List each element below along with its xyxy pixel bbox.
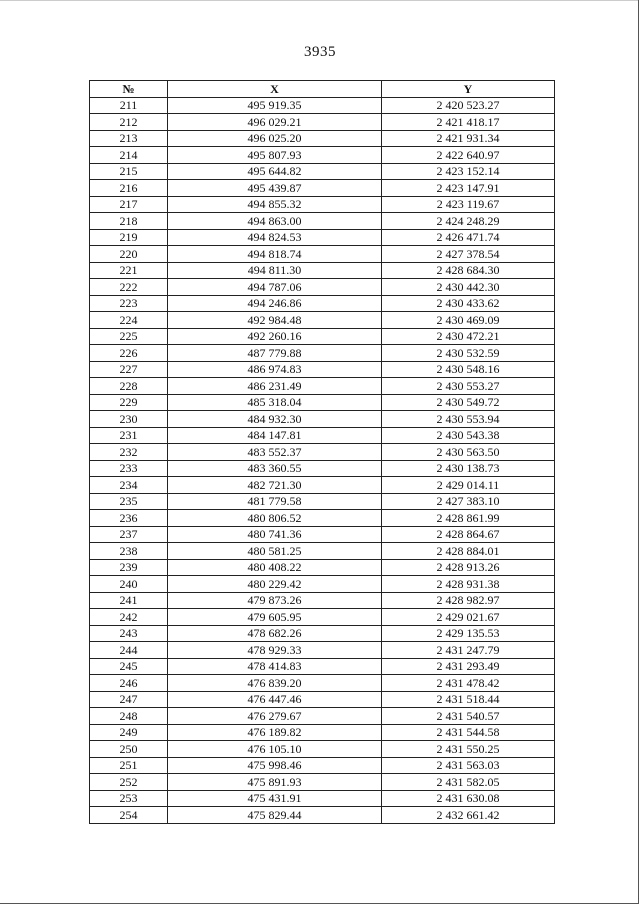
coordinates-table [89, 80, 555, 824]
table-row [90, 642, 555, 659]
table-row [90, 510, 555, 527]
cell-number: 246 [90, 675, 168, 692]
cell-y: 2 422 640.97 [382, 147, 555, 164]
table-row [90, 576, 555, 593]
cell-y: 2 430 532.59 [382, 345, 555, 362]
cell-x: 482 721.30 [168, 477, 382, 494]
cell-x: 481 779.58 [168, 493, 382, 510]
cell-x: 484 147.81 [168, 427, 382, 444]
cell-y: 2 431 247.79 [382, 642, 555, 659]
table-row [90, 147, 555, 164]
cell-number: 215 [90, 163, 168, 180]
cell-number: 217 [90, 196, 168, 213]
table-row [90, 460, 555, 477]
table-row [90, 741, 555, 758]
cell-number: 229 [90, 394, 168, 411]
cell-x: 479 605.95 [168, 609, 382, 626]
cell-y: 2 431 544.58 [382, 724, 555, 741]
cell-x: 483 552.37 [168, 444, 382, 461]
cell-x: 494 246.86 [168, 295, 382, 312]
cell-number: 244 [90, 642, 168, 659]
cell-y: 2 429 021.67 [382, 609, 555, 626]
cell-number: 239 [90, 559, 168, 576]
cell-number: 252 [90, 774, 168, 791]
cell-y: 2 427 383.10 [382, 493, 555, 510]
cell-number: 240 [90, 576, 168, 593]
cell-x: 496 025.20 [168, 130, 382, 147]
table-row [90, 246, 555, 263]
cell-number: 220 [90, 246, 168, 263]
cell-x: 475 829.44 [168, 807, 382, 824]
table-row [90, 477, 555, 494]
table-row [90, 757, 555, 774]
cell-x: 494 811.30 [168, 262, 382, 279]
cell-x: 494 855.32 [168, 196, 382, 213]
cell-y: 2 428 913.26 [382, 559, 555, 576]
table-row [90, 592, 555, 609]
table-row [90, 724, 555, 741]
table-row [90, 229, 555, 246]
cell-y: 2 420 523.27 [382, 97, 555, 114]
cell-x: 494 863.00 [168, 213, 382, 230]
table-row [90, 345, 555, 362]
cell-x: 494 824.53 [168, 229, 382, 246]
cell-number: 235 [90, 493, 168, 510]
table-row [90, 180, 555, 197]
cell-x: 480 408.22 [168, 559, 382, 576]
column-header-number: № [90, 81, 168, 98]
cell-x: 478 682.26 [168, 625, 382, 642]
cell-number: 236 [90, 510, 168, 527]
cell-number: 241 [90, 592, 168, 609]
cell-number: 232 [90, 444, 168, 461]
table-body [90, 97, 555, 823]
cell-number: 253 [90, 790, 168, 807]
table-row [90, 493, 555, 510]
cell-x: 476 447.46 [168, 691, 382, 708]
table-row [90, 130, 555, 147]
cell-y: 2 431 550.25 [382, 741, 555, 758]
cell-y: 2 426 471.74 [382, 229, 555, 246]
cell-x: 476 189.82 [168, 724, 382, 741]
cell-x: 478 414.83 [168, 658, 382, 675]
cell-y: 2 428 982.97 [382, 592, 555, 609]
table-row [90, 394, 555, 411]
table-row [90, 543, 555, 560]
cell-y: 2 421 418.17 [382, 114, 555, 131]
cell-y: 2 431 478.42 [382, 675, 555, 692]
cell-number: 219 [90, 229, 168, 246]
table-row [90, 97, 555, 114]
cell-x: 480 806.52 [168, 510, 382, 527]
cell-number: 216 [90, 180, 168, 197]
cell-number: 238 [90, 543, 168, 560]
cell-y: 2 432 661.42 [382, 807, 555, 824]
table-row [90, 361, 555, 378]
cell-x: 492 260.16 [168, 328, 382, 345]
cell-x: 475 998.46 [168, 757, 382, 774]
table-row [90, 196, 555, 213]
cell-y: 2 431 563.03 [382, 757, 555, 774]
cell-number: 251 [90, 757, 168, 774]
cell-y: 2 430 433.62 [382, 295, 555, 312]
cell-y: 2 428 931.38 [382, 576, 555, 593]
cell-x: 476 105.10 [168, 741, 382, 758]
cell-x: 480 741.36 [168, 526, 382, 543]
cell-y: 2 431 582.05 [382, 774, 555, 791]
table-row [90, 279, 555, 296]
cell-y: 2 430 548.16 [382, 361, 555, 378]
cell-x: 475 891.93 [168, 774, 382, 791]
cell-y: 2 424 248.29 [382, 213, 555, 230]
table-row [90, 411, 555, 428]
cell-x: 494 818.74 [168, 246, 382, 263]
cell-y: 2 428 861.99 [382, 510, 555, 527]
table-row [90, 774, 555, 791]
table-row [90, 163, 555, 180]
cell-number: 223 [90, 295, 168, 312]
table-row [90, 427, 555, 444]
cell-y: 2 428 884.01 [382, 543, 555, 560]
cell-y: 2 423 119.67 [382, 196, 555, 213]
table-row [90, 708, 555, 725]
cell-y: 2 430 442.30 [382, 279, 555, 296]
cell-number: 237 [90, 526, 168, 543]
cell-y: 2 428 684.30 [382, 262, 555, 279]
cell-number: 224 [90, 312, 168, 329]
cell-y: 2 423 152.14 [382, 163, 555, 180]
page-number: 3935 [304, 44, 336, 60]
cell-x: 486 974.83 [168, 361, 382, 378]
cell-number: 230 [90, 411, 168, 428]
cell-x: 492 984.48 [168, 312, 382, 329]
cell-x: 475 431.91 [168, 790, 382, 807]
cell-x: 486 231.49 [168, 378, 382, 395]
table-row [90, 625, 555, 642]
cell-number: 214 [90, 147, 168, 164]
table-row [90, 609, 555, 626]
cell-y: 2 430 553.94 [382, 411, 555, 428]
cell-x: 480 581.25 [168, 543, 382, 560]
cell-x: 495 919.35 [168, 97, 382, 114]
cell-y: 2 431 630.08 [382, 790, 555, 807]
cell-x: 485 318.04 [168, 394, 382, 411]
cell-number: 243 [90, 625, 168, 642]
cell-y: 2 430 472.21 [382, 328, 555, 345]
table-row [90, 658, 555, 675]
cell-y: 2 427 378.54 [382, 246, 555, 263]
table-row [90, 295, 555, 312]
cell-x: 479 873.26 [168, 592, 382, 609]
table-row [90, 312, 555, 329]
table-row [90, 675, 555, 692]
cell-y: 2 430 549.72 [382, 394, 555, 411]
table-row [90, 262, 555, 279]
table-row [90, 378, 555, 395]
cell-y: 2 429 135.53 [382, 625, 555, 642]
cell-number: 250 [90, 741, 168, 758]
cell-number: 227 [90, 361, 168, 378]
cell-x: 495 439.87 [168, 180, 382, 197]
cell-y: 2 421 931.34 [382, 130, 555, 147]
table-row [90, 790, 555, 807]
cell-y: 2 429 014.11 [382, 477, 555, 494]
cell-number: 231 [90, 427, 168, 444]
cell-number: 221 [90, 262, 168, 279]
table-row [90, 213, 555, 230]
cell-x: 496 029.21 [168, 114, 382, 131]
column-header-y: Y [382, 81, 555, 98]
table-row [90, 444, 555, 461]
cell-number: 233 [90, 460, 168, 477]
table-header-row [90, 81, 555, 98]
cell-y: 2 431 540.57 [382, 708, 555, 725]
cell-x: 478 929.33 [168, 642, 382, 659]
table-row [90, 114, 555, 131]
cell-number: 228 [90, 378, 168, 395]
cell-y: 2 430 543.38 [382, 427, 555, 444]
cell-number: 247 [90, 691, 168, 708]
cell-number: 218 [90, 213, 168, 230]
cell-number: 225 [90, 328, 168, 345]
cell-x: 495 807.93 [168, 147, 382, 164]
table-row [90, 559, 555, 576]
cell-number: 222 [90, 279, 168, 296]
cell-x: 487 779.88 [168, 345, 382, 362]
cell-number: 254 [90, 807, 168, 824]
cell-number: 234 [90, 477, 168, 494]
cell-y: 2 430 138.73 [382, 460, 555, 477]
table-row [90, 328, 555, 345]
table-row [90, 807, 555, 824]
table-row [90, 691, 555, 708]
cell-x: 494 787.06 [168, 279, 382, 296]
cell-number: 212 [90, 114, 168, 131]
cell-number: 245 [90, 658, 168, 675]
cell-x: 476 279.67 [168, 708, 382, 725]
column-header-x: X [168, 81, 382, 98]
cell-number: 213 [90, 130, 168, 147]
cell-x: 484 932.30 [168, 411, 382, 428]
cell-number: 242 [90, 609, 168, 626]
cell-y: 2 428 864.67 [382, 526, 555, 543]
cell-number: 249 [90, 724, 168, 741]
cell-x: 476 839.20 [168, 675, 382, 692]
cell-y: 2 431 293.49 [382, 658, 555, 675]
table-row [90, 526, 555, 543]
cell-y: 2 430 469.09 [382, 312, 555, 329]
cell-y: 2 430 553.27 [382, 378, 555, 395]
cell-number: 226 [90, 345, 168, 362]
cell-x: 480 229.42 [168, 576, 382, 593]
cell-number: 211 [90, 97, 168, 114]
cell-y: 2 430 563.50 [382, 444, 555, 461]
cell-x: 495 644.82 [168, 163, 382, 180]
cell-y: 2 431 518.44 [382, 691, 555, 708]
cell-y: 2 423 147.91 [382, 180, 555, 197]
cell-number: 248 [90, 708, 168, 725]
cell-x: 483 360.55 [168, 460, 382, 477]
